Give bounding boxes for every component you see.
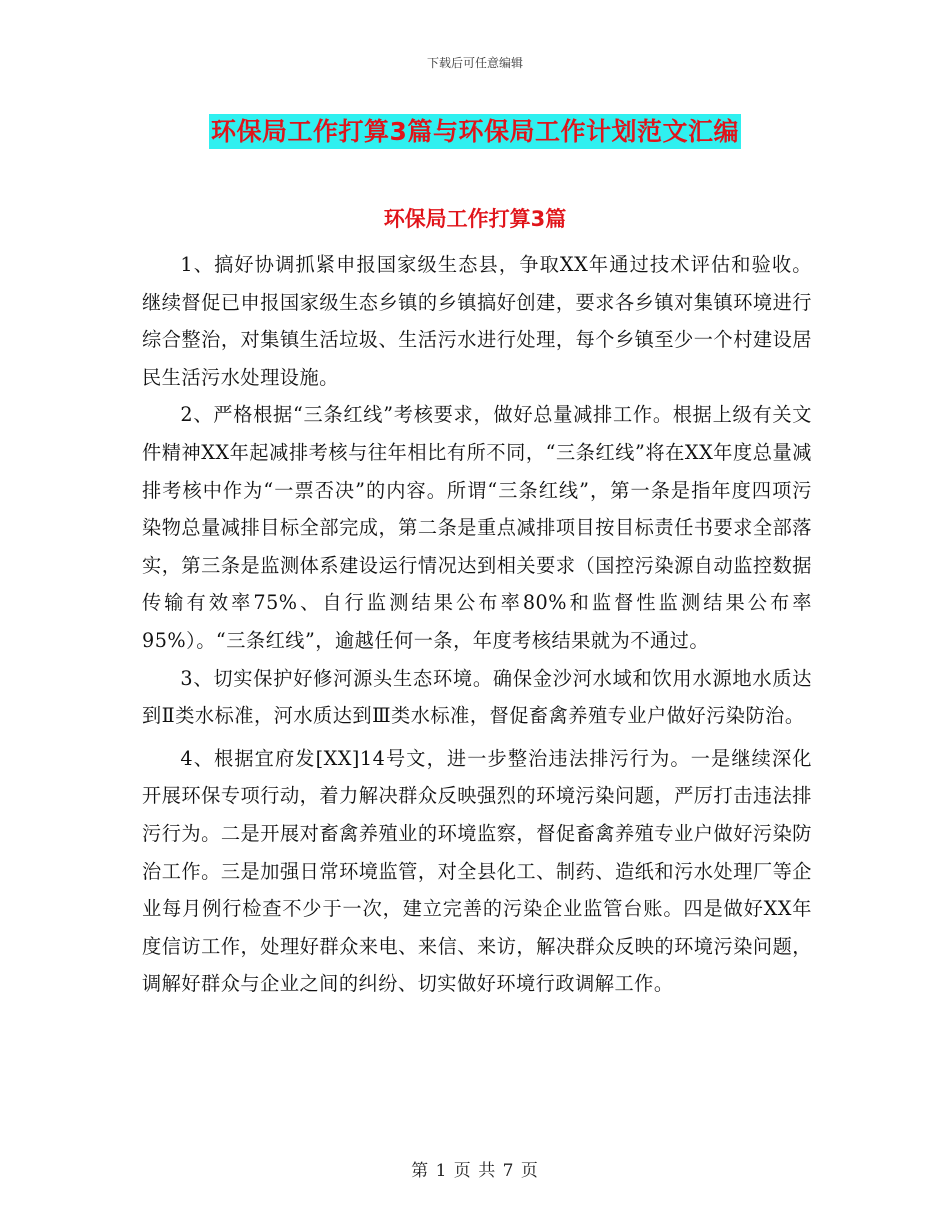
document-body	[142, 246, 812, 1003]
paragraph-1: 1、搞好协调抓紧申报国家级生态县，争取XX年通过技术评估和验收。继续督促已申报国家级生态乡镇的乡镇搞好创建，要求各乡镇对集镇环境进行综合整治，对集镇生活垃圾、生活污水进行处理，每个乡镇至少一个村建设居民生活污水处理设施。	[142, 253, 812, 389]
section-title: 环保局工作打算3篇	[383, 207, 567, 231]
paragraph-3: 3、切实保护好修河源头生态环境。确保金沙河水域和饮用水源地水质达到Ⅱ类水标准，河水质达到Ⅲ类水标准，督促畜禽养殖专业户做好污染防治。	[142, 666, 812, 728]
header-note: 下载后可任意编辑	[426, 56, 523, 70]
document-title-block	[0, 112, 950, 148]
paragraph-2: 2、严格根据“三条红线”考核要求，做好总量减排工作。根据上级有关文件精神XX年起减排考核与往年相比有所不同，“三条红线”将在XX年度总量减排考核中作为“一票否决”的内容。所谓“三条红线”，第一条是指年度四项污染物总量减排目标全部完成，第二条是重点减排项目按目标责任书要求全部落实，第三条是监测体系建设运行情况达到相关要求（国控污染源自动监控数据传输有效率75%、自行监测结果公布率80%和监督性监测结果公布率95%）。“三条红线”，逾越任何一条，年度考核结果就为不通过。	[142, 403, 812, 652]
document-title: 环保局工作打算3篇与环保局工作计划范文汇编	[209, 114, 741, 149]
page-footer: 第 1 页 共 7 页	[411, 1161, 539, 1181]
paragraph-4: 4、根据宜府发[XX]14号文，进一步整治违法排污行为。一是继续深化开展环保专项行动，着力解决群众反映强烈的环境污染问题，严厉打击违法排污行为。二是开展对畜禽养殖业的环境监察，督促畜禽养殖专业户做好污染防治工作。三是加强日常环境监管，对全县化工、制药、造纸和污水处理厂等企业每月例行检查不少于一次，建立完善的污染企业监管台账。四是做好XX年度信访工作，处理好群众来电、来信、来访，解决群众反映的环境污染问题，调解好群众与企业之间的纠纷、切实做好环境行政调解工作。	[142, 746, 812, 996]
